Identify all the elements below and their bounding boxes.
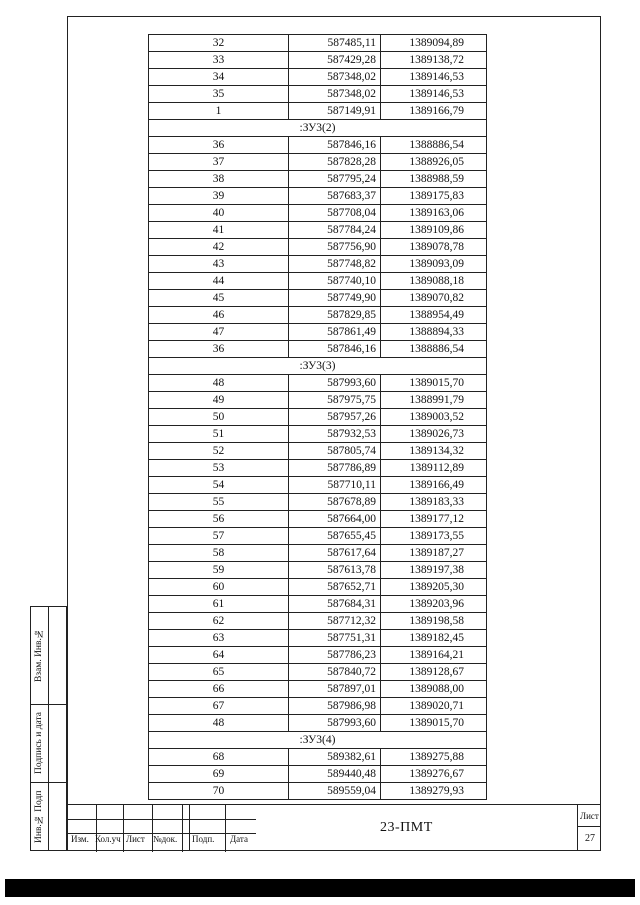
replacement-inventory-label: Взам. Инв.№: [34, 628, 44, 682]
table-row: [149, 443, 487, 460]
x-coordinate: 587684,31: [289, 596, 381, 613]
y-coordinate: 1389015,70: [381, 715, 487, 732]
point-number: 56: [149, 511, 289, 528]
y-coordinate: 1388894,33: [381, 324, 487, 341]
x-coordinate: 587840,72: [289, 664, 381, 681]
x-coordinate: 587986,98: [289, 698, 381, 715]
section-label: :ЗУ3(3): [149, 358, 487, 375]
coordinates-table: [148, 34, 487, 800]
table-row: [149, 766, 487, 783]
x-coordinate: 587829,85: [289, 307, 381, 324]
x-coordinate: 587149,91: [289, 103, 381, 120]
coordinates-table-body: [149, 35, 487, 800]
y-coordinate: 1389003,52: [381, 409, 487, 426]
section-label: :ЗУ3(2): [149, 120, 487, 137]
table-row: [149, 341, 487, 358]
table-row: [149, 392, 487, 409]
point-number: 63: [149, 630, 289, 647]
x-coordinate: 587957,26: [289, 409, 381, 426]
y-coordinate: 1389187,27: [381, 545, 487, 562]
x-coordinate: 587664,00: [289, 511, 381, 528]
table-row: [149, 596, 487, 613]
x-coordinate: 587993,60: [289, 715, 381, 732]
table-row: [149, 613, 487, 630]
table-row: [149, 69, 487, 86]
point-number: 47: [149, 324, 289, 341]
col-sheet: Лист: [126, 834, 145, 844]
section-row: [149, 732, 487, 749]
x-coordinate: 587846,16: [289, 341, 381, 358]
table-row: [149, 409, 487, 426]
y-coordinate: 1389175,83: [381, 188, 487, 205]
y-coordinate: 1389134,32: [381, 443, 487, 460]
table-row: [149, 307, 487, 324]
point-number: 59: [149, 562, 289, 579]
point-number: 64: [149, 647, 289, 664]
y-coordinate: 1389205,30: [381, 579, 487, 596]
inventory-signature-label: Инв.№ Подп: [34, 790, 44, 843]
x-coordinate: 587828,28: [289, 154, 381, 171]
point-number: 32: [149, 35, 289, 52]
table-row: [149, 86, 487, 103]
y-coordinate: 1389183,33: [381, 494, 487, 511]
y-coordinate: 1389166,49: [381, 477, 487, 494]
y-coordinate: 1389197,38: [381, 562, 487, 579]
scan-bottom-edge: [5, 879, 635, 897]
x-coordinate: 587784,24: [289, 222, 381, 239]
x-coordinate: 587740,10: [289, 273, 381, 290]
x-coordinate: 587348,02: [289, 86, 381, 103]
y-coordinate: 1389070,82: [381, 290, 487, 307]
x-coordinate: 587712,32: [289, 613, 381, 630]
x-coordinate: 587652,71: [289, 579, 381, 596]
point-number: 53: [149, 460, 289, 477]
y-coordinate: 1389138,72: [381, 52, 487, 69]
table-row: [149, 494, 487, 511]
y-coordinate: 1389203,96: [381, 596, 487, 613]
x-coordinate: 587748,82: [289, 256, 381, 273]
y-coordinate: 1389276,67: [381, 766, 487, 783]
table-row: [149, 324, 487, 341]
table-row: [149, 103, 487, 120]
table-row: [149, 630, 487, 647]
y-coordinate: 1389093,09: [381, 256, 487, 273]
point-number: 51: [149, 426, 289, 443]
point-number: 58: [149, 545, 289, 562]
point-number: 48: [149, 375, 289, 392]
section-label: :ЗУ3(4): [149, 732, 487, 749]
table-row: [149, 290, 487, 307]
x-coordinate: 587795,24: [289, 171, 381, 188]
point-number: 49: [149, 392, 289, 409]
table-row: [149, 783, 487, 800]
point-number: 69: [149, 766, 289, 783]
left-stamp-strip: [30, 606, 67, 851]
y-coordinate: 1388991,79: [381, 392, 487, 409]
x-coordinate: 587429,28: [289, 52, 381, 69]
y-coordinate: 1389026,73: [381, 426, 487, 443]
title-block: [67, 804, 601, 852]
x-coordinate: 587749,90: [289, 290, 381, 307]
point-number: 46: [149, 307, 289, 324]
point-number: 36: [149, 137, 289, 154]
y-coordinate: 1388988,59: [381, 171, 487, 188]
x-coordinate: 587683,37: [289, 188, 381, 205]
table-row: [149, 188, 487, 205]
point-number: 37: [149, 154, 289, 171]
table-row: [149, 579, 487, 596]
x-coordinate: 587861,49: [289, 324, 381, 341]
table-row: [149, 698, 487, 715]
y-coordinate: 1389109,86: [381, 222, 487, 239]
col-doc-number: №док.: [153, 834, 178, 844]
table-row: [149, 511, 487, 528]
x-coordinate: 587805,74: [289, 443, 381, 460]
table-row: [149, 35, 487, 52]
x-coordinate: 587613,78: [289, 562, 381, 579]
x-coordinate: 587846,16: [289, 137, 381, 154]
table-row: [149, 477, 487, 494]
sheet-label: Лист: [580, 811, 599, 821]
y-coordinate: 1389128,67: [381, 664, 487, 681]
x-coordinate: 587751,31: [289, 630, 381, 647]
point-number: 33: [149, 52, 289, 69]
point-number: 40: [149, 205, 289, 222]
table-row: [149, 375, 487, 392]
x-coordinate: 589559,04: [289, 783, 381, 800]
point-number: 66: [149, 681, 289, 698]
revision-grid: [67, 805, 256, 852]
point-number: 65: [149, 664, 289, 681]
section-row: [149, 120, 487, 137]
table-row: [149, 222, 487, 239]
document-code: 23-ПМТ: [380, 820, 433, 835]
y-coordinate: 1388954,49: [381, 307, 487, 324]
x-coordinate: 587655,45: [289, 528, 381, 545]
y-coordinate: 1389173,55: [381, 528, 487, 545]
point-number: 61: [149, 596, 289, 613]
point-number: 44: [149, 273, 289, 290]
y-coordinate: 1389163,06: [381, 205, 487, 222]
table-row: [149, 647, 487, 664]
y-coordinate: 1389182,45: [381, 630, 487, 647]
point-number: 35: [149, 86, 289, 103]
point-number: 43: [149, 256, 289, 273]
point-number: 68: [149, 749, 289, 766]
x-coordinate: 587756,90: [289, 239, 381, 256]
point-number: 52: [149, 443, 289, 460]
table-row: [149, 273, 487, 290]
x-coordinate: 587710,11: [289, 477, 381, 494]
y-coordinate: 1389164,21: [381, 647, 487, 664]
x-coordinate: 587708,04: [289, 205, 381, 222]
y-coordinate: 1389078,78: [381, 239, 487, 256]
table-row: [149, 239, 487, 256]
x-coordinate: 587932,53: [289, 426, 381, 443]
x-coordinate: 587993,60: [289, 375, 381, 392]
table-row: [149, 545, 487, 562]
point-number: 39: [149, 188, 289, 205]
y-coordinate: 1388886,54: [381, 341, 487, 358]
table-row: [149, 749, 487, 766]
y-coordinate: 1388886,54: [381, 137, 487, 154]
sheet-number: 27: [585, 833, 595, 844]
x-coordinate: 587786,23: [289, 647, 381, 664]
point-number: 36: [149, 341, 289, 358]
y-coordinate: 1389198,58: [381, 613, 487, 630]
x-coordinate: 587975,75: [289, 392, 381, 409]
point-number: 41: [149, 222, 289, 239]
point-number: 54: [149, 477, 289, 494]
point-number: 50: [149, 409, 289, 426]
table-row: [149, 205, 487, 222]
point-number: 45: [149, 290, 289, 307]
y-coordinate: 1389088,00: [381, 681, 487, 698]
point-number: 1: [149, 103, 289, 120]
point-number: 70: [149, 783, 289, 800]
point-number: 48: [149, 715, 289, 732]
table-row: [149, 137, 487, 154]
x-coordinate: 587617,64: [289, 545, 381, 562]
y-coordinate: 1389166,79: [381, 103, 487, 120]
table-row: [149, 562, 487, 579]
table-row: [149, 426, 487, 443]
y-coordinate: 1389275,88: [381, 749, 487, 766]
col-revision: Изм.: [71, 834, 89, 844]
table-row: [149, 715, 487, 732]
col-date: Дата: [230, 834, 248, 844]
point-number: 34: [149, 69, 289, 86]
x-coordinate: 587786,89: [289, 460, 381, 477]
table-row: [149, 256, 487, 273]
y-coordinate: 1389088,18: [381, 273, 487, 290]
y-coordinate: 1389279,93: [381, 783, 487, 800]
point-number: 57: [149, 528, 289, 545]
table-row: [149, 681, 487, 698]
table-row: [149, 52, 487, 69]
y-coordinate: 1389146,53: [381, 86, 487, 103]
point-number: 60: [149, 579, 289, 596]
x-coordinate: 587678,89: [289, 494, 381, 511]
col-quantity: Кол.уч: [95, 834, 121, 844]
x-coordinate: 587348,02: [289, 69, 381, 86]
col-signature: Подп.: [192, 834, 215, 844]
y-coordinate: 1389094,89: [381, 35, 487, 52]
signature-date-label: Подпись и дата: [34, 712, 44, 775]
x-coordinate: 589440,48: [289, 766, 381, 783]
y-coordinate: 1388926,05: [381, 154, 487, 171]
y-coordinate: 1389146,53: [381, 69, 487, 86]
point-number: 62: [149, 613, 289, 630]
point-number: 42: [149, 239, 289, 256]
table-row: [149, 171, 487, 188]
y-coordinate: 1389112,89: [381, 460, 487, 477]
x-coordinate: 587897,01: [289, 681, 381, 698]
table-row: [149, 528, 487, 545]
point-number: 55: [149, 494, 289, 511]
y-coordinate: 1389177,12: [381, 511, 487, 528]
table-row: [149, 460, 487, 477]
table-row: [149, 664, 487, 681]
y-coordinate: 1389020,71: [381, 698, 487, 715]
table-row: [149, 154, 487, 171]
point-number: 38: [149, 171, 289, 188]
x-coordinate: 589382,61: [289, 749, 381, 766]
point-number: 67: [149, 698, 289, 715]
y-coordinate: 1389015,70: [381, 375, 487, 392]
x-coordinate: 587485,11: [289, 35, 381, 52]
section-row: [149, 358, 487, 375]
